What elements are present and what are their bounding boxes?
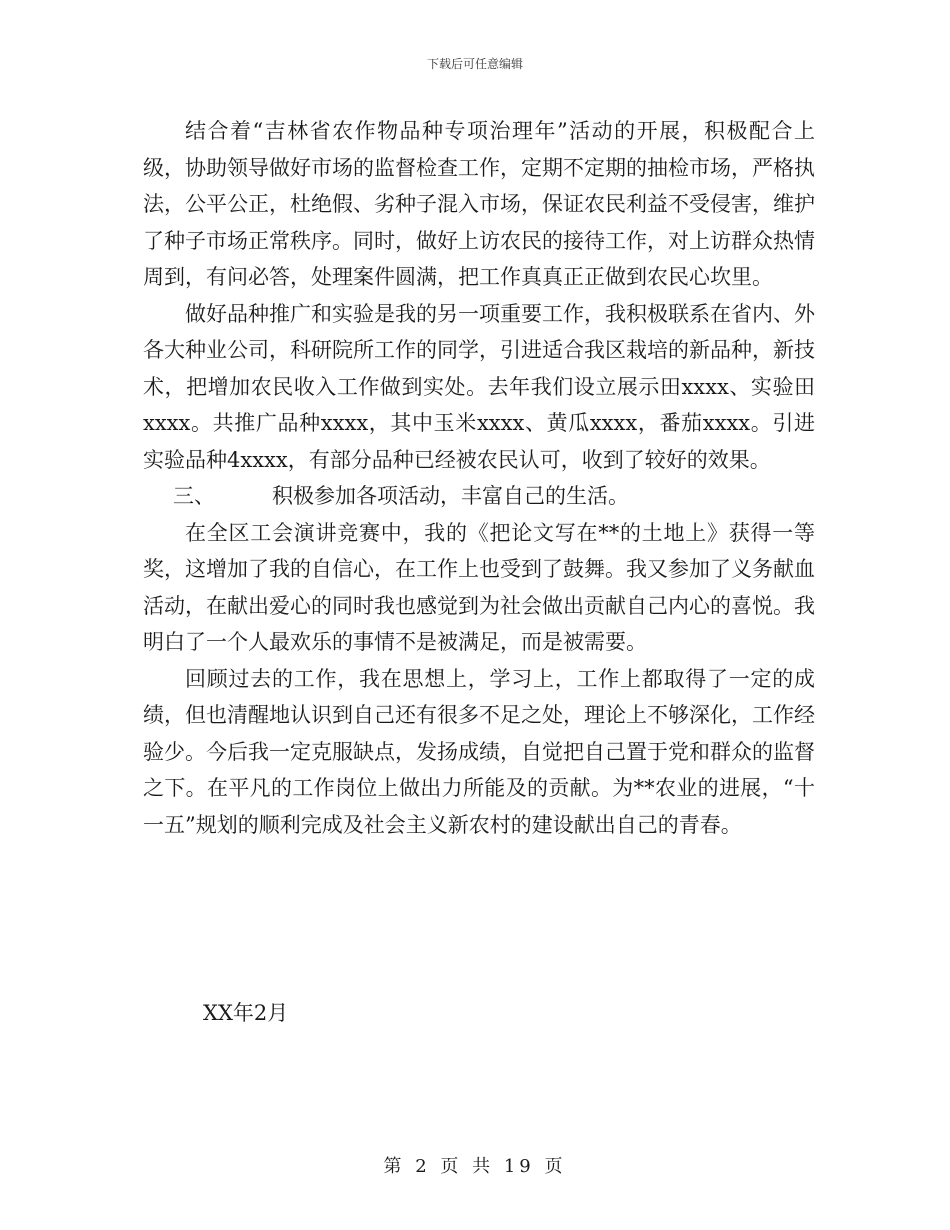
paragraph: 回顾过去的工作，我在思想上，学习上，工作上都取得了一定的成绩，但也清醒地认识到自己还有很多不足之处，理论上不够深化，工作经验少。今后我一定克服缺点，发扬成绩，自觉把自己置于党和群众的监督之下。在平凡的工作岗位上做出力所能及的贡献。为**农业的进展，“十一五”规划的顺利完成及社会主义新农村的建设献出自己的青春。	[143, 666, 815, 837]
paragraph: 在全区工会演讲竞赛中，我的《把论文写在**的土地上》获得一等奖，这增加了我的自信心，在工作上也受到了鼓舞。我又参加了义务献血活动，在献出爱心的同时我也感觉到为社会做出贡献自己内心的喜悦。我明白了一个人最欢乐的事情不是被满足，而是被需要。	[143, 520, 815, 654]
paragraph: 做好品种推广和实验是我的另一项重要工作，我积极联系在省内、外各大种业公司，科研院所工作的同学，引进适合我区栽培的新品种，新技术，把增加农民收入工作做到实处。去年我们设立展示田xxxx、实验田xxxx。共推广品种xxxx，其中玉米xxxx、黄瓜xxxx，番茄xxxx。引进实验品种4xxxx，有部分品种已经被农民认可，收到了较好的效果。	[143, 301, 815, 472]
paragraph: 结合着“吉林省农作物品种专项治理年”活动的开展，积极配合上级，协助领导做好市场的监督检查工作，定期不定期的抽检市场，严格执法，公平公正，杜绝假、劣种子混入市场，保证农民利益不受侵害，维护了种子市场正常秩序。同时，做好上访农民的接待工作，对上访群众热情周到，有问必答，处理案件圆满，把工作真真正正做到农民心坎里。	[143, 119, 815, 289]
page-header: 下载后可任意编辑	[426, 57, 523, 71]
section-heading	[143, 478, 815, 515]
section-title: 积极参加各项活动，丰富自己的生活。	[272, 484, 629, 508]
section-number: 三、	[173, 484, 215, 508]
document-date: XX年2月	[203, 1001, 289, 1025]
page-number: 第 2 页 共 19 页	[383, 1156, 567, 1177]
document-body	[143, 113, 815, 843]
